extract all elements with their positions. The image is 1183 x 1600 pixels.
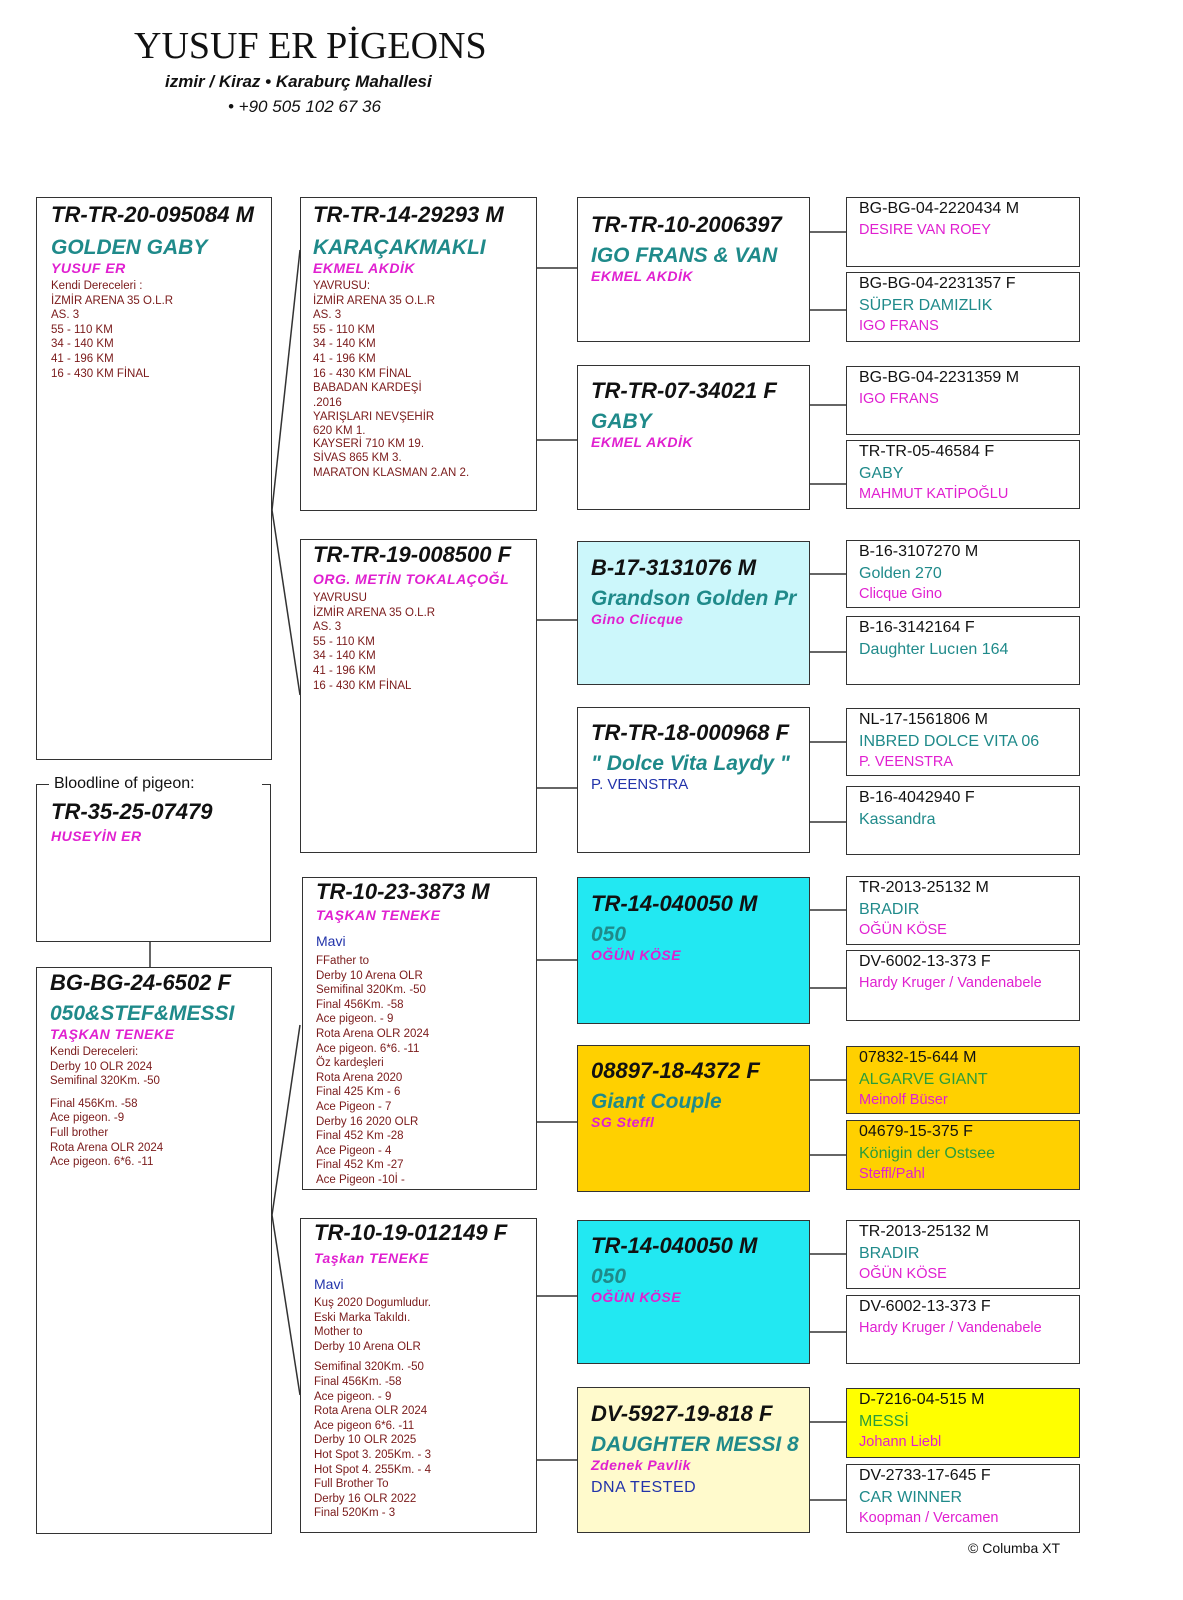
bloodline-label: Bloodline of pigeon: — [54, 775, 195, 792]
great-grandparent-name: GABY — [859, 465, 904, 482]
breeder-address: izmir / Kiraz • Karaburç Mahallesi — [165, 72, 432, 91]
parent-3-owner: TAŞKAN TENEKE — [316, 907, 441, 923]
grandparent-2-ring: TR-TR-07-34021 F — [591, 378, 777, 403]
great-grandparent-card-14 — [846, 1295, 1080, 1364]
great-grandparent-card-9 — [846, 876, 1080, 945]
great-grandparent-name: INBRED DOLCE VITA 06 — [859, 733, 1040, 750]
grandparent-8-dna-note: DNA TESTED — [591, 1479, 697, 1496]
great-grandparent-card-11 — [846, 1046, 1080, 1114]
grandparent-card-6 — [577, 1045, 810, 1192]
great-grandparent-card-8 — [846, 786, 1080, 855]
dam-ring: BG-BG-24-6502 F — [50, 970, 231, 995]
great-grandparent-card-3 — [846, 366, 1080, 435]
grandparent-6-ring: 08897-18-4372 F — [591, 1058, 760, 1083]
grandparent-4-name: " Dolce Vita Laydy " — [591, 752, 790, 775]
grandparent-8-owner: Zdenek Pavlik — [591, 1457, 691, 1473]
great-grandparent-ring: TR-TR-05-46584 F — [859, 443, 995, 460]
great-grandparent-name: CAR WINNER — [859, 1489, 963, 1506]
dam-owner: TAŞKAN TENEKE — [50, 1026, 175, 1042]
great-grandparent-ring: DV-6002-13-373 F — [859, 953, 991, 970]
parent-1-owner: EKMEL AKDİK — [313, 260, 415, 276]
parent-2-owner: ORG. METİN TOKALAÇOĞL — [313, 571, 510, 587]
grandparent-4-ring: TR-TR-18-000968 F — [591, 720, 790, 745]
great-grandparent-card-2 — [846, 272, 1080, 342]
great-grandparent-ring: B-16-4042940 F — [859, 789, 975, 806]
grandparent-2-owner: EKMEL AKDİK — [591, 434, 693, 450]
footer-copyright: © Columba XT — [968, 1540, 1061, 1556]
grandparent-card-8 — [577, 1387, 810, 1533]
parent-3-ring: TR-10-23-3873 M — [316, 879, 490, 904]
great-grandparent-card-10 — [846, 950, 1080, 1021]
great-grandparent-name: SÜPER DAMIZLIK — [859, 297, 993, 314]
grandparent-card-4 — [577, 707, 810, 853]
great-grandparent-owner: OĞÜN KÖSE — [859, 922, 947, 938]
grandparent-card-3 — [577, 541, 810, 685]
parent-card-4 — [300, 1218, 537, 1533]
grandparent-5-owner: OĞÜN KÖSE — [591, 947, 682, 963]
breeder-phone: • +90 505 102 67 36 — [228, 97, 381, 116]
bloodline-owner: HUSEYİN ER — [51, 828, 142, 844]
dam-card — [36, 967, 272, 1534]
great-grandparent-card-12 — [846, 1120, 1080, 1190]
parent-3-notes: FFather to Derby 10 Arena OLR Semifinal 320Km. -50 Final 456Km. -58 Ace pigeon. - 9 Rota Arena OLR 2024 Ace pigeon. 6*6. -11 Öz kardeşleri Rota Arena 2020 Final 425 Km - 6 Ace Pigeon - 7 Derby 16 2020 OLR Final 452 Km -28 Ace Pigeon - 4 Final 452 Km -27 Ace Pigeon -10İ - — [316, 955, 430, 1186]
bloodline-ring: TR-35-25-07479 — [51, 799, 213, 824]
great-grandparent-card-16 — [846, 1464, 1080, 1533]
parent-1-name: KARAÇAKMAKLI — [313, 236, 486, 259]
great-grandparent-ring: DV-6002-13-373 F — [859, 1298, 991, 1315]
great-grandparent-owner: DESIRE VAN ROEY — [859, 222, 991, 238]
subject-ring: TR-TR-20-095084 M — [51, 202, 254, 227]
great-grandparent-ring: BG-BG-04-2231359 M — [859, 369, 1020, 386]
grandparent-1-owner: EKMEL AKDİK — [591, 268, 693, 284]
great-grandparent-card-1 — [846, 197, 1080, 267]
great-grandparent-ring: B-16-3107270 M — [859, 543, 979, 560]
parent-4-owner: Taşkan TENEKE — [314, 1250, 429, 1266]
great-grandparent-owner: Johann Liebl — [859, 1434, 942, 1450]
grandparent-6-name: Giant Couple — [591, 1090, 722, 1113]
parent-card-1 — [300, 197, 537, 511]
grandparent-2-name: GABY — [591, 410, 652, 433]
great-grandparent-ring: TR-2013-25132 M — [859, 1223, 989, 1240]
grandparent-3-ring: B-17-3131076 M — [591, 555, 757, 580]
grandparent-5-name: 050 — [591, 923, 627, 946]
grandparent-card-5 — [577, 877, 810, 1024]
great-grandparent-ring: DV-2733-17-645 F — [859, 1467, 991, 1484]
grandparent-6-owner: SG Steffl — [591, 1114, 655, 1130]
great-grandparent-card-13 — [846, 1220, 1080, 1289]
subject-owner: YUSUF ER — [51, 260, 126, 276]
parent-1-notes: YAVRUSU: İZMİR ARENA 35 O.L.R AS. 3 55 - 110 KM 34 - 140 KM 41 - 196 KM 16 - 430 KM FİNAL BABADAN KARDEŞİ .2016 YARIŞLARI NEVŞEHİR 620 KM 1. KAYSERİ 710 KM 19. SİVAS 865 KM 3. MARATON KLASMAN 2.AN 2. — [313, 280, 470, 479]
great-grandparent-owner: Meinolf Büser — [859, 1092, 948, 1108]
grandparent-3-name: Grandson Golden Pr — [591, 587, 797, 610]
great-grandparent-ring: 04679-15-375 F — [859, 1123, 973, 1140]
grandparent-3-owner: Gino Clicque — [591, 611, 684, 627]
great-grandparent-owner: IGO FRANS — [859, 391, 939, 407]
grandparent-card-1 — [577, 197, 810, 342]
great-grandparent-name: Königin der Ostsee — [859, 1145, 996, 1162]
parent-4-color: Mavi — [314, 1276, 344, 1292]
page-title: YUSUF ER PİGEONS — [134, 25, 487, 67]
grandparent-card-2 — [577, 365, 810, 510]
grandparent-8-name: DAUGHTER MESSI 8 — [591, 1433, 799, 1456]
great-grandparent-card-6 — [846, 616, 1080, 685]
subject-card — [36, 197, 272, 760]
great-grandparent-ring: TR-2013-25132 M — [859, 879, 989, 896]
bloodline-card — [36, 775, 271, 942]
great-grandparent-name: BRADIR — [859, 1245, 920, 1262]
great-grandparent-name: ALGARVE GIANT — [859, 1071, 988, 1088]
great-grandparent-owner: Clicque Gino — [859, 586, 943, 602]
great-grandparent-name: Kassandra — [859, 811, 936, 828]
great-grandparent-card-7 — [846, 708, 1080, 776]
grandparent-1-ring: TR-TR-10-2006397 — [591, 212, 782, 237]
parent-card-2 — [300, 539, 537, 853]
great-grandparent-owner: P. VEENSTRA — [859, 754, 954, 770]
great-grandparent-ring: BG-BG-04-2220434 M — [859, 200, 1020, 217]
great-grandparent-owner: Steffl/Pahl — [859, 1166, 925, 1182]
parent-card-3 — [302, 877, 537, 1190]
great-grandparent-name: BRADIR — [859, 901, 920, 918]
great-grandparent-owner: IGO FRANS — [859, 318, 939, 334]
great-grandparent-ring: 07832-15-644 M — [859, 1049, 977, 1066]
dam-name: 050&STEF&MESSI — [50, 1002, 235, 1025]
great-grandparent-ring: B-16-3142164 F — [859, 619, 975, 636]
subject-name: GOLDEN GABY — [51, 236, 208, 259]
subject-notes: Kendi Dereceleri : İZMİR ARENA 35 O.L.R AS. 3 55 - 110 KM 34 - 140 KM 41 - 196 KM 16 - 430 KM FİNAL — [51, 280, 174, 380]
great-grandparent-name: MESSİ — [859, 1413, 909, 1430]
grandparent-5-ring: TR-14-040050 M — [591, 891, 758, 916]
great-grandparent-card-15 — [846, 1388, 1080, 1458]
parent-4-notes: Kuş 2020 Dogumludur. Eski Marka Takıldı. Mother to Derby 10 Arena OLR Semifinal 320Km. -50 Final 456Km. -58 Ace pigeon. - 9 Rota Arena OLR 2024 Ace pigeon 6*6. -11 Derby 10 OLR 2025 Hot Spot 3. 205Km. - 3 Hot Spot 4. 255Km. - 4 Full Brother To Derby 16 OLR 2022 Final 520Km - 3 — [314, 1297, 431, 1520]
great-grandparent-ring: D-7216-04-515 M — [859, 1391, 985, 1408]
parent-3-color: Mavi — [316, 933, 346, 949]
great-grandparent-name: Daughter Lucıen 164 — [859, 641, 1009, 658]
grandparent-7-name: 050 — [591, 1265, 627, 1288]
grandparent-card-7 — [577, 1220, 810, 1364]
great-grandparent-owner: OĞÜN KÖSE — [859, 1266, 947, 1282]
great-grandparent-owner: Hardy Kruger / Vandenabele — [859, 975, 1042, 991]
great-grandparent-owner: Koopman / Vercamen — [859, 1510, 999, 1526]
great-grandparent-card-4 — [846, 440, 1080, 509]
grandparent-7-ring: TR-14-040050 M — [591, 1233, 758, 1258]
grandparent-8-ring: DV-5927-19-818 F — [591, 1401, 773, 1426]
grandparent-1-name: IGO FRANS & VAN — [591, 244, 778, 267]
great-grandparent-name: Golden 270 — [859, 565, 942, 582]
great-grandparent-card-5 — [846, 540, 1080, 608]
grandparent-4-owner: P. VEENSTRA — [591, 776, 689, 793]
great-grandparent-owner: MAHMUT KATİPOĞLU — [859, 486, 1009, 502]
parent-4-ring: TR-10-19-012149 F — [314, 1220, 508, 1245]
grandparent-7-owner: OĞÜN KÖSE — [591, 1289, 682, 1305]
great-grandparent-ring: NL-17-1561806 M — [859, 711, 988, 728]
great-grandparent-ring: BG-BG-04-2231357 F — [859, 275, 1016, 292]
dam-notes: Kendi Dereceleri: Derby 10 OLR 2024 Semifinal 320Km. -50 Final 456Km. -58 Ace pigeon. -9 Full brother Rota Arena OLR 2024 Ace pigeon. 6*6. -11 — [50, 1046, 164, 1169]
great-grandparent-owner: Hardy Kruger / Vandenabele — [859, 1320, 1042, 1336]
parent-1-ring: TR-TR-14-29293 M — [313, 202, 504, 227]
parent-2-notes: YAVRUSU İZMİR ARENA 35 O.L.R AS. 3 55 - 110 KM 34 - 140 KM 41 - 196 KM 16 - 430 KM FİNAL — [313, 592, 436, 692]
parent-2-ring: TR-TR-19-008500 F — [313, 542, 512, 567]
